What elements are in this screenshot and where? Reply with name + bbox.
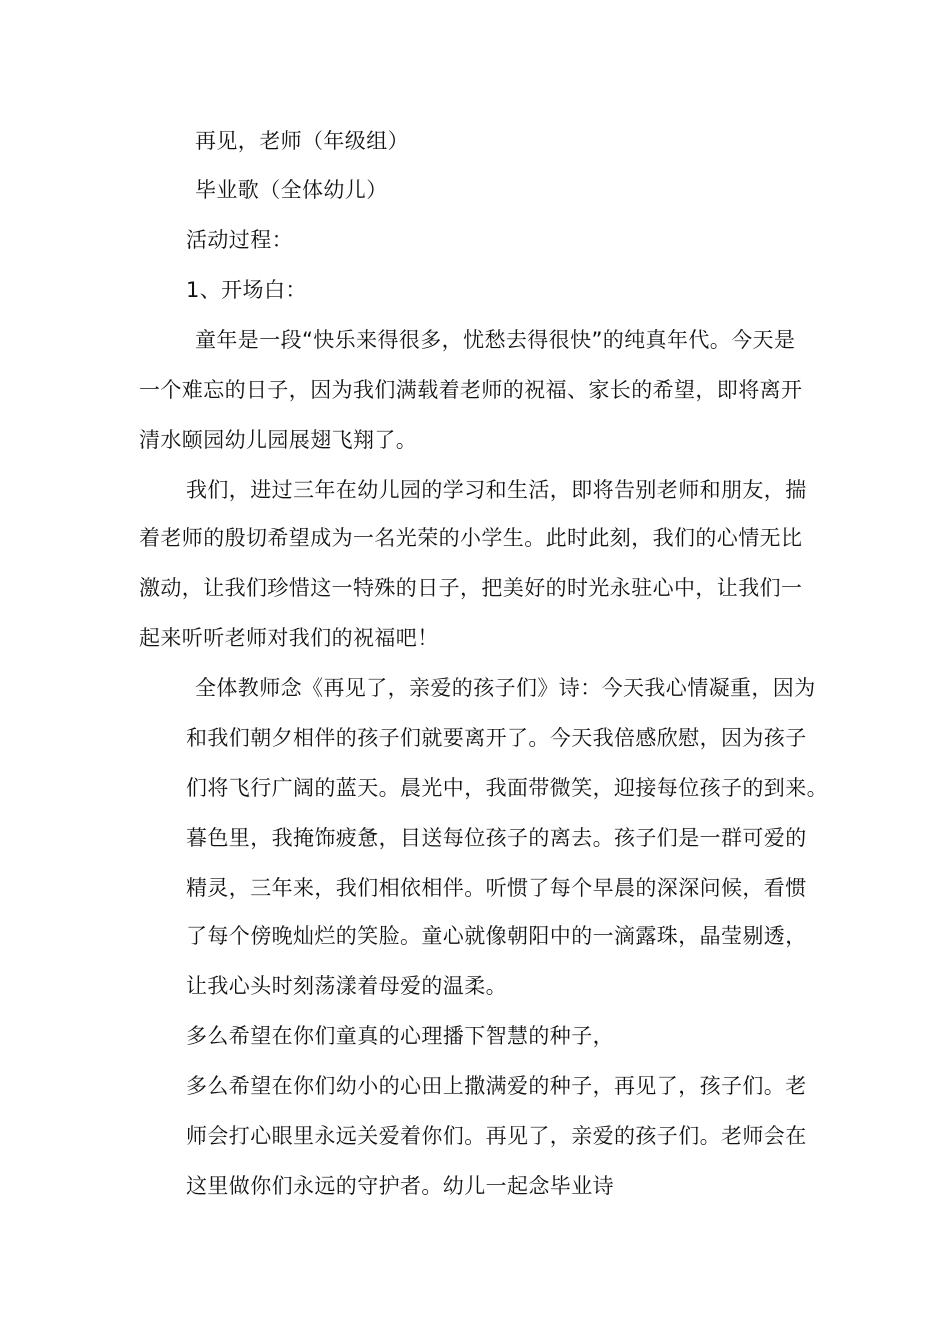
subsection-heading: 1、开场白： — [186, 278, 307, 302]
paragraph-line: 清水颐园幼儿园展翅飞翔了。 — [139, 428, 418, 452]
poem-line: 了每个傍晚灿烂的笑脸。童心就像朝阳中的一滴露珠，晶莹剔透， — [186, 924, 807, 948]
poem-line: 们将飞行广阔的蓝天。晨光中，我面带微笑，迎接每位孩子的到来。 — [186, 776, 828, 800]
paragraph-line: 起来听听老师对我们的祝福吧！ — [139, 626, 439, 650]
program-item: 毕业歌（全体幼儿） — [195, 178, 388, 202]
closing-line: 这里做你们永远的守护者。幼儿一起念毕业诗 — [186, 1174, 614, 1198]
poem-line: 全体教师念《再见了，亲爱的孩子们》诗：今天我心情凝重，因为 — [195, 676, 816, 700]
closing-line: 多么希望在你们童真的心理播下智慧的种子， — [186, 1024, 614, 1048]
closing-line: 师会打心眼里永远关爱着你们。再见了，亲爱的孩子们。老师会在 — [186, 1124, 807, 1148]
poem-line: 和我们朝夕相伴的孩子们就要离开了。今天我倍感欣慰，因为孩子 — [186, 726, 807, 750]
paragraph-line: 我们，进过三年在幼儿园的学习和生活，即将告别老师和朋友，揣 — [186, 478, 807, 502]
program-item: 再见，老师（年级组） — [195, 129, 409, 153]
paragraph-line: 激动，让我们珍惜这一特殊的日子，把美好的时光永驻心中，让我们一 — [139, 576, 803, 600]
poem-line: 暮色里，我掩饰疲惫，目送每位孩子的离去。孩子们是一群可爱的 — [186, 826, 807, 850]
paragraph-line: 童年是一段“快乐来得很多，忧愁去得很快”的纯真年代。今天是 — [195, 328, 796, 352]
paragraph-line: 一个难忘的日子，因为我们满载着老师的祝福、家长的希望，即将离开 — [139, 378, 803, 402]
poem-line: 让我心头时刻荡漾着母爱的温柔。 — [186, 974, 507, 998]
section-heading: 活动过程： — [186, 228, 293, 252]
closing-line: 多么希望在你们幼小的心田上撒满爱的种子，再见了，孩子们。老 — [186, 1074, 807, 1098]
paragraph-line: 着老师的殷切希望成为一名光荣的小学生。此时此刻，我们的心情无比 — [139, 526, 803, 550]
poem-line: 精灵，三年来，我们相依相伴。听惯了每个早晨的深深问候，看惯 — [186, 876, 807, 900]
